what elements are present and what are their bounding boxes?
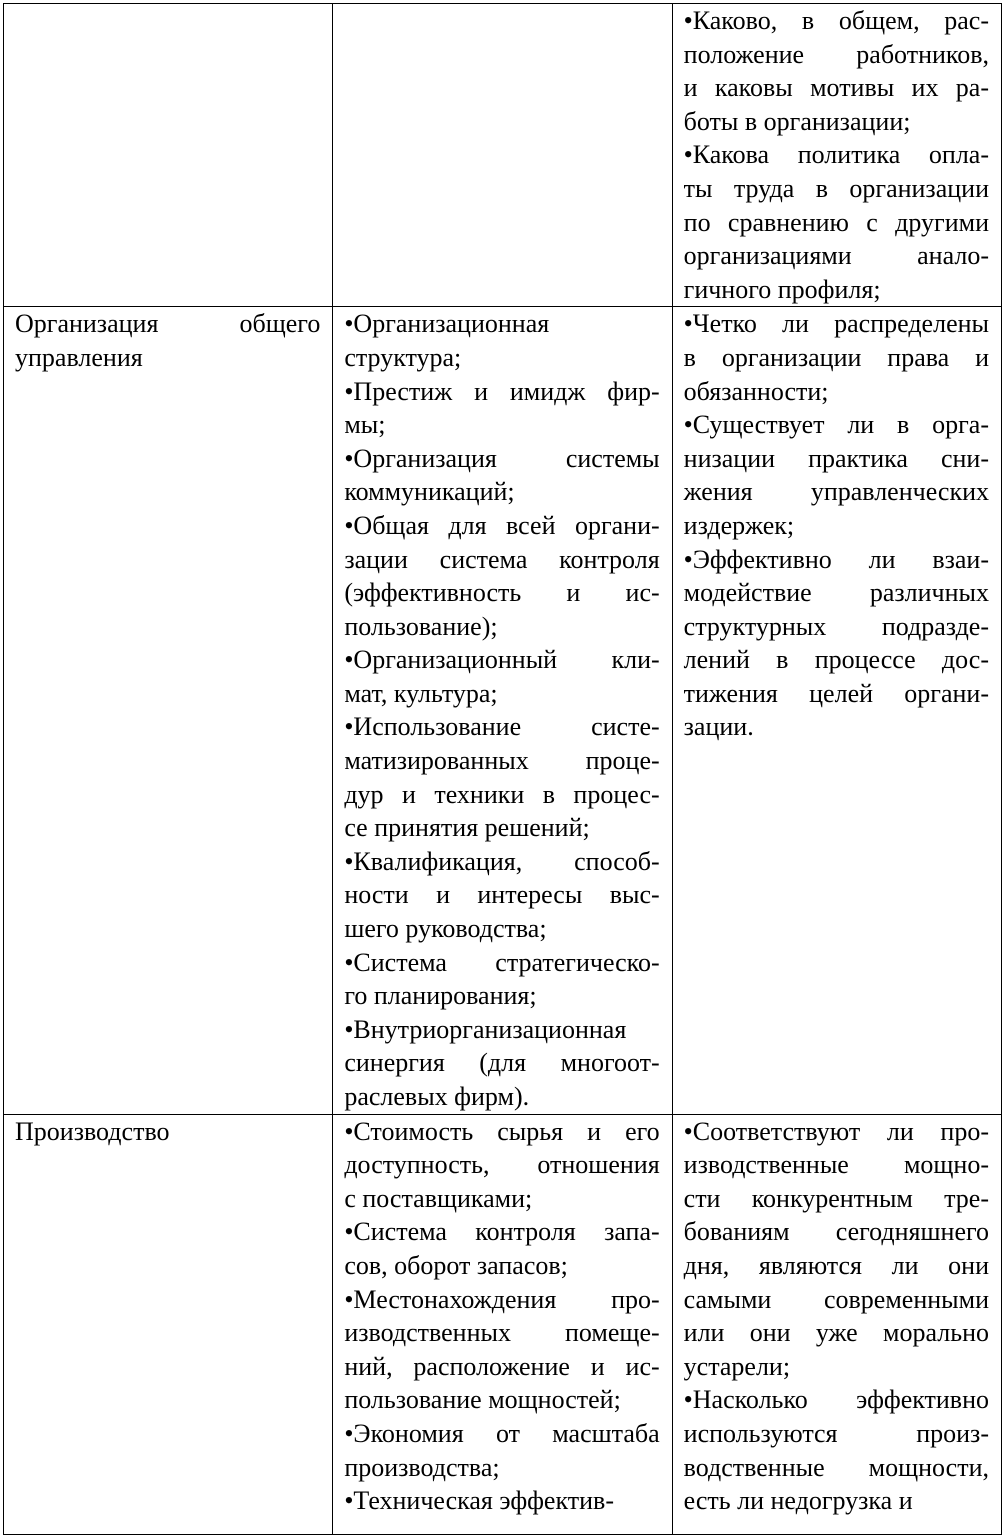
text-line: •Стоимость сырья и его [344, 1116, 660, 1146]
question-item [684, 543, 989, 745]
text-line: есть ли недогрузка и [683, 1486, 913, 1516]
text-line: производства; [344, 1452, 500, 1482]
questions-cell [672, 307, 1001, 1114]
text-line: мат, культура; [344, 678, 498, 708]
text-line: сти конкурентным тре- [683, 1183, 989, 1213]
factor-item [344, 1115, 659, 1216]
text-line: пользование); [344, 611, 498, 641]
text-line: управления [15, 342, 143, 372]
table-body [4, 4, 1002, 1535]
text-line: •Система контроля запа- [344, 1217, 660, 1247]
text-line: синергия (для многоот- [344, 1048, 660, 1078]
factor-item [344, 946, 659, 1013]
text-line: модействие различных [683, 578, 989, 608]
factors-cell [333, 307, 672, 1114]
text-line: водственные мощности, [683, 1452, 989, 1482]
text-line: положение работников, [683, 39, 989, 69]
text-line: используются произ- [683, 1418, 989, 1448]
text-line: самыми современными [683, 1284, 989, 1314]
text-line: •Насколько эффективно [683, 1385, 989, 1415]
text-line: и каковы мотивы их ра- [683, 73, 989, 103]
text-line: изводственные мощно- [683, 1150, 989, 1180]
factor-item [344, 643, 659, 710]
text-line: •Техническая эффектив- [344, 1486, 614, 1516]
text-line: дур и техники в процес- [344, 779, 660, 809]
text-line: устарели; [683, 1351, 791, 1381]
factor-item [344, 307, 659, 374]
text-line: изводственных помеще- [344, 1318, 660, 1348]
text-line: (эффективность и ис- [344, 578, 660, 608]
question-item [684, 408, 989, 542]
text-line: шего руководства; [344, 914, 547, 944]
table-row-1 [4, 4, 1002, 307]
text-line: тижения целей органи- [683, 678, 989, 708]
text-line: •Соответствуют ли про- [683, 1116, 989, 1146]
question-item [684, 1383, 989, 1517]
text-line: •Престиж и имидж фир- [344, 376, 660, 406]
text-line: раслевых фирм). [344, 1082, 530, 1111]
category-label [15, 1115, 320, 1149]
text-line: се принятия решений; [344, 813, 590, 843]
factor-item [344, 1215, 659, 1282]
text-line: структура; [344, 342, 462, 372]
text-line: мы; [344, 410, 386, 440]
text-line: ности и интересы выс- [344, 880, 660, 910]
text-line: пользование мощностей; [344, 1385, 621, 1415]
question-item [684, 138, 989, 306]
text-line: бованиям сегодняшнего [683, 1217, 989, 1247]
text-line: •Какова политика опла- [683, 140, 989, 170]
text-line: дня, являются ли они [683, 1250, 989, 1280]
text-line: доступность, отношения [344, 1150, 660, 1180]
text-line: или они уже морально [683, 1318, 989, 1348]
factor-item [344, 1013, 659, 1114]
text-line: жения управленческих [683, 477, 989, 507]
factor-item [344, 845, 659, 946]
category-cell [4, 307, 333, 1114]
text-line: •Организационная [344, 309, 550, 339]
question-item [684, 1115, 989, 1384]
text-line: гичного профиля; [683, 274, 881, 304]
text-line: Производство [15, 1116, 170, 1146]
text-line: •Внутриорганизационная [344, 1014, 627, 1044]
text-line: ты труда в организации [683, 173, 989, 203]
text-line: го планирования; [344, 981, 537, 1011]
category-label [15, 307, 320, 374]
text-line: коммуникаций; [344, 477, 515, 507]
factor-item [344, 1484, 659, 1518]
text-line: •Существует ли в орга- [683, 410, 989, 440]
factor-item [344, 442, 659, 509]
text-line: •Квалификация, способ- [344, 846, 660, 876]
text-line: низации практика сни- [683, 443, 989, 473]
text-line: обязанности; [683, 376, 829, 406]
table-row-3 [4, 1114, 1002, 1534]
text-line: Организация общего [15, 309, 321, 339]
text-line: матизированных проце- [344, 746, 660, 776]
question-item [684, 307, 989, 408]
text-line: издержек; [683, 510, 795, 540]
text-line: зации. [683, 712, 754, 742]
text-line: •Организационный кли- [344, 645, 660, 675]
text-line: •Система стратегическо- [344, 947, 660, 977]
factor-item [344, 1283, 659, 1417]
text-line: •Четко ли распределены [683, 309, 989, 339]
table-row-2 [4, 307, 1002, 1114]
factors-cell [333, 1114, 672, 1534]
text-line: •Местонахождения про- [344, 1284, 660, 1314]
text-line: •Использование систе- [344, 712, 660, 742]
question-item [684, 4, 989, 138]
text-line: •Экономия от масштаба [344, 1418, 660, 1448]
text-line: в организации права и [683, 342, 989, 372]
text-line: •Организация системы [344, 443, 660, 473]
factor-item [344, 1417, 659, 1484]
category-cell [4, 1114, 333, 1534]
factors-cell [333, 4, 672, 307]
text-line: лений в процессе дос- [683, 645, 989, 675]
text-line: по сравнению с другими [683, 207, 989, 237]
text-line: зации система контроля [344, 544, 660, 574]
text-line: структурных подразде- [683, 611, 989, 641]
text-line: организациями анало- [683, 241, 989, 271]
text-line: боты в организации; [683, 106, 911, 136]
text-line: с поставщиками; [344, 1183, 533, 1213]
document-table [3, 3, 1002, 1535]
factor-item [344, 509, 659, 643]
questions-cell [672, 1114, 1001, 1534]
text-line: •Каково, в общем, рас- [683, 6, 989, 35]
text-line: ний, расположение и ис- [344, 1351, 660, 1381]
text-line: сов, оборот запасов; [344, 1250, 568, 1280]
factor-item [344, 710, 659, 844]
text-line: •Общая для всей органи- [344, 510, 660, 540]
factor-item [344, 375, 659, 442]
text-line: •Эффективно ли взаи- [683, 544, 989, 574]
questions-cell [672, 4, 1001, 307]
category-cell [4, 4, 333, 307]
